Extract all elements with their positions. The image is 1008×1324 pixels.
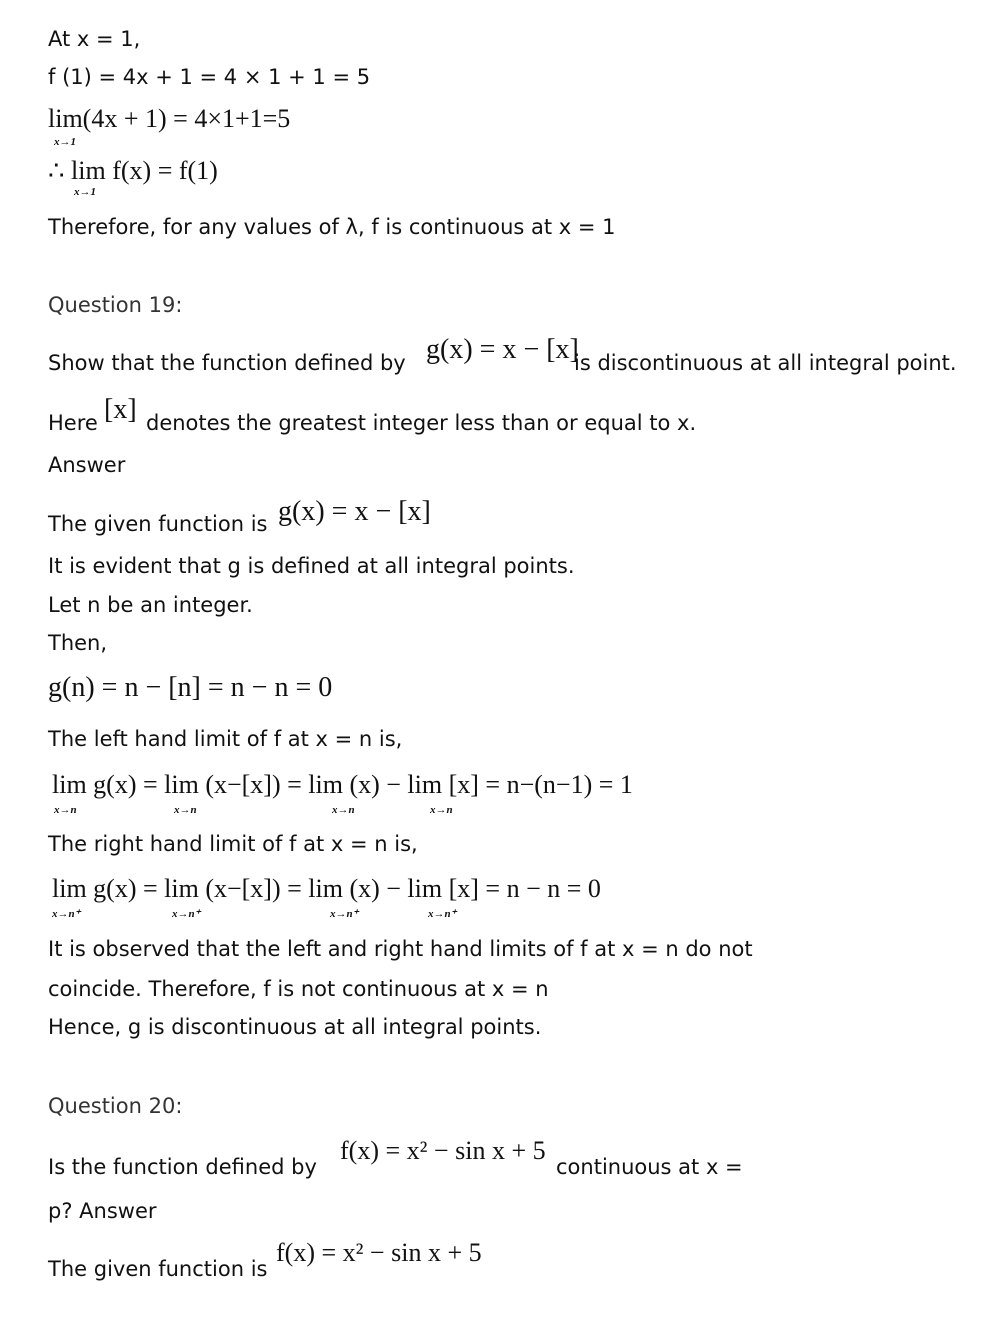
text-let-n: Let n be an integer. <box>48 593 253 617</box>
text-given-function-g: The given function is <box>48 512 268 536</box>
q20-statement-c: p? Answer <box>48 1199 157 1223</box>
q20-statement-a: Is the function defined by <box>48 1155 317 1179</box>
math-sub-rhl-3: x→n⁺ <box>330 908 359 920</box>
text-hence: Hence, g is discontinuous at all integral points. <box>48 1015 542 1039</box>
math-g-def-answer: g(x) = x − [x] <box>278 496 431 527</box>
text-left-hand-limit: The left hand limit of f at x = n is, <box>48 727 403 751</box>
math-sub-lhl-2: x→n <box>174 804 197 816</box>
math-left-limit-eq: lim g(x) = lim (x−[x]) = lim (x) − lim [x] = n−(n−1) = 1 <box>52 770 633 799</box>
math-sub-lhl-4: x→n <box>430 804 453 816</box>
q19-here: Here <box>48 411 98 435</box>
text-right-hand-limit: The right hand limit of f at x = n is, <box>48 832 418 856</box>
q19-statement-b: is discontinuous at all integral point. <box>574 351 957 375</box>
q20-statement-b: continuous at x = <box>556 1155 743 1179</box>
math-g-of-n: g(n) = n − [n] = n − n = 0 <box>48 672 333 703</box>
math-g-def: g(x) = x − [x] <box>426 334 579 365</box>
text-given-function-f: The given function is <box>48 1257 268 1281</box>
q19-statement-a: Show that the function defined by <box>48 351 406 375</box>
math-lim-4x-plus-1: lim(4x + 1) = 4×1+1=5 <box>48 104 291 133</box>
question-19-heading: Question 19: <box>48 293 183 317</box>
math-f-def: f(x) = x² − sin x + 5 <box>340 1136 546 1165</box>
math-sub-lhl-3: x→n <box>332 804 355 816</box>
math-sub-lhl-1: x→n <box>54 804 77 816</box>
math-therefore-lim: ∴ lim f(x) = f(1) <box>48 156 218 185</box>
text-then: Then, <box>48 631 108 655</box>
text-observed-1: It is observed that the left and right hand limits of f at x = n do not <box>48 937 753 961</box>
math-sub-rhl-1: x→n⁺ <box>52 908 81 920</box>
math-sub-x-to-1: x→1 <box>54 136 76 148</box>
text-continuous-at-1: Therefore, for any values of λ, f is continuous at x = 1 <box>48 215 616 239</box>
text-at-x1: At x = 1, <box>48 27 141 51</box>
q19-denotes: denotes the greatest integer less than or equal to x. <box>146 411 697 435</box>
math-sub-rhl-4: x→n⁺ <box>428 908 457 920</box>
text-evident: It is evident that g is defined at all integral points. <box>48 554 575 578</box>
math-right-limit-eq: lim g(x) = lim (x−[x]) = lim (x) − lim [x] = n − n = 0 <box>52 874 601 903</box>
text-f1-calc: f (1) = 4x + 1 = 4 × 1 + 1 = 5 <box>48 65 371 89</box>
question-20-heading: Question 20: <box>48 1094 183 1118</box>
math-f-def-answer: f(x) = x² − sin x + 5 <box>276 1238 482 1267</box>
answer-19-label: Answer <box>48 453 126 477</box>
math-sub-x-to-1-b: x→1 <box>74 186 96 198</box>
math-sub-rhl-2: x→n⁺ <box>172 908 201 920</box>
text-observed-2: coincide. Therefore, f is not continuous at x = n <box>48 977 549 1001</box>
math-bracket-x: [x] <box>104 394 137 425</box>
